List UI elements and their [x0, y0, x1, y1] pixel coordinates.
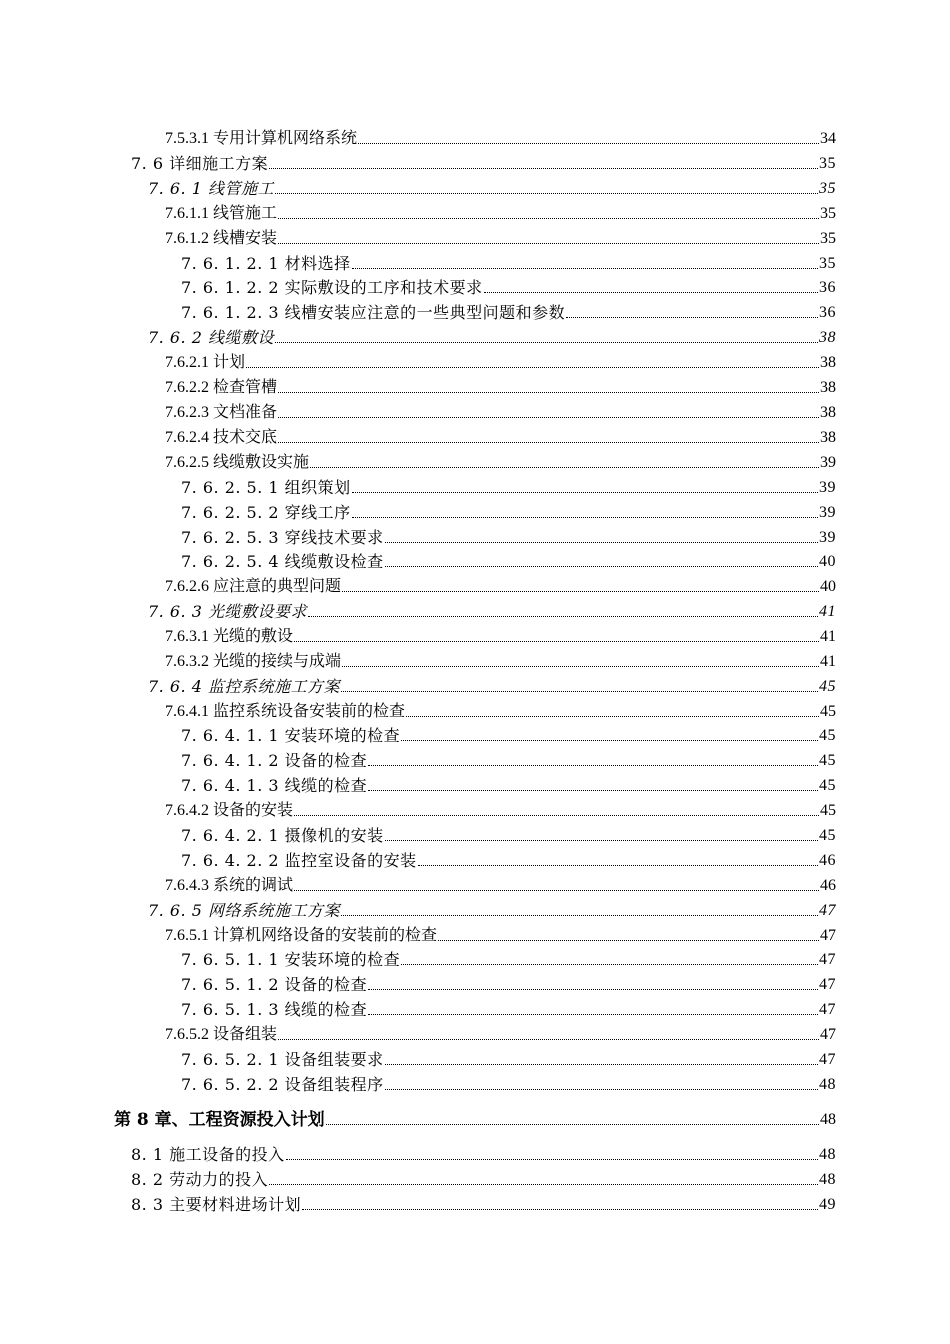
toc-entry[interactable]: [165, 200, 836, 224]
toc-entry[interactable]: [131, 1166, 836, 1190]
toc-entry[interactable]: [131, 1191, 836, 1215]
toc-entry[interactable]: [181, 250, 836, 274]
toc-entry-page: 39: [819, 504, 836, 521]
toc-entry-label: 7.6.3.1 光缆的敷设: [165, 628, 294, 645]
dot-leader: [326, 1124, 819, 1125]
toc-entry[interactable]: [181, 772, 836, 796]
toc-entry[interactable]: [165, 922, 836, 946]
toc-entry-label: 7. 6. 5. 2. 2 设备组装程序: [181, 1075, 384, 1094]
toc-entry[interactable]: [165, 125, 836, 149]
toc-entry-page: 34: [820, 130, 836, 147]
toc-entry-label: 7.6.2.3 文档准备: [165, 404, 278, 421]
toc-entry[interactable]: [131, 150, 836, 174]
toc-entry-label: 7.6.5.2 设备组装: [165, 1026, 278, 1043]
toc-entry-page: 35: [819, 180, 836, 197]
toc-entry[interactable]: [165, 648, 836, 672]
toc-entry-page: 47: [819, 1001, 836, 1018]
toc-entry-page: 48: [819, 1171, 836, 1188]
dot-leader: [438, 940, 819, 941]
toc-entry-page: 47: [819, 1051, 836, 1068]
toc-entry-page: 47: [819, 976, 836, 993]
toc-entry[interactable]: [181, 971, 836, 995]
toc-entry[interactable]: [165, 698, 836, 722]
toc-entry[interactable]: [165, 225, 836, 249]
toc-entry-label: 7. 6. 4. 1. 2 设备的检查: [181, 751, 368, 770]
toc-entry-label: 7. 6 详细施工方案: [131, 154, 269, 173]
dot-leader: [352, 268, 818, 269]
toc-entry-page: 41: [820, 628, 836, 645]
dot-leader: [308, 616, 818, 617]
toc-entry[interactable]: [181, 996, 836, 1020]
toc-entry[interactable]: [181, 822, 836, 846]
dot-leader: [368, 1014, 818, 1015]
dot-leader: [286, 1159, 818, 1160]
toc-entry-page: 41: [819, 603, 836, 620]
toc-entry-page: 39: [819, 529, 836, 546]
dot-leader: [294, 890, 819, 891]
dot-leader: [269, 1184, 818, 1185]
toc-entry[interactable]: [181, 722, 836, 746]
toc-entry-label: 7.6.4.3 系统的调试: [165, 877, 294, 894]
toc-entry-label: 7. 6. 5. 2. 1 设备组装要求: [181, 1050, 384, 1069]
toc-entry-label: 7. 6. 1. 2. 1 材料选择: [181, 254, 351, 273]
toc-entry[interactable]: [181, 274, 836, 298]
dot-leader: [278, 218, 819, 219]
toc-entry[interactable]: [131, 1141, 836, 1165]
toc-entry-label: 7. 6. 2. 5. 4 线缆敷设检查: [181, 552, 384, 571]
toc-entry-label: 7. 6. 2 线缆敷设: [148, 328, 274, 347]
toc-entry-label: 7.6.2.5 线缆敷设实施: [165, 454, 310, 471]
toc-entry-page: 47: [819, 902, 836, 919]
toc-entry[interactable]: [181, 524, 836, 548]
toc-entry-label: 7. 6. 3 光缆敷设要求: [148, 602, 307, 621]
dot-leader: [368, 989, 818, 990]
toc-entry-page: 45: [819, 752, 836, 769]
toc-entry-label: 7.6.1.1 线管施工: [165, 205, 278, 222]
toc-entry-page: 45: [820, 703, 836, 720]
toc-entry[interactable]: [165, 797, 836, 821]
toc-entry-page: 45: [819, 727, 836, 744]
toc-entry[interactable]: [165, 573, 836, 597]
toc-entry[interactable]: [181, 747, 836, 771]
toc-entry-label: 7.6.2.6 应注意的典型问题: [165, 578, 342, 595]
toc-entry-page: 35: [820, 205, 836, 222]
toc-entry-page: 40: [820, 578, 836, 595]
dot-leader: [358, 143, 819, 144]
dot-leader: [566, 317, 818, 318]
toc-entry-page: 45: [819, 678, 836, 695]
toc-entry[interactable]: [165, 399, 836, 423]
toc-entry[interactable]: [165, 424, 836, 448]
toc-entry-page: 40: [819, 553, 836, 570]
toc-entry-page: 38: [819, 329, 836, 346]
dot-leader: [342, 666, 819, 667]
toc-entry[interactable]: [181, 548, 836, 572]
toc-entry[interactable]: [148, 324, 836, 348]
toc-entry-label: 7.6.1.2 线槽安装: [165, 230, 278, 247]
toc-entry-label: 8. 3 主要材料进场计划: [131, 1195, 302, 1214]
toc-entry-label: 7. 6. 1. 2. 3 线槽安装应注意的一些典型问题和参数: [181, 303, 566, 322]
toc-entry-label: 7. 6. 5. 1. 2 设备的检查: [181, 975, 368, 994]
toc-entry-page: 45: [819, 777, 836, 794]
dot-leader: [368, 765, 818, 766]
dot-leader: [246, 367, 819, 368]
toc-entry[interactable]: [148, 897, 836, 921]
toc-entry-page: 38: [820, 429, 836, 446]
toc-entry-label: 8. 2 劳动力的投入: [131, 1170, 269, 1189]
toc-entry-label: 7.6.5.1 计算机网络设备的安装前的检查: [165, 927, 438, 944]
dot-leader: [294, 815, 819, 816]
dot-leader: [275, 193, 818, 194]
toc-entry-label: 7.6.2.4 技术交底: [165, 429, 278, 446]
dot-leader: [368, 790, 818, 791]
toc-entry-page: 49: [819, 1196, 836, 1213]
toc-entry-page: 36: [819, 304, 836, 321]
toc-entry[interactable]: [181, 946, 836, 970]
toc-entry-page: 38: [820, 404, 836, 421]
dot-leader: [385, 840, 818, 841]
dot-leader: [278, 243, 819, 244]
dot-leader: [484, 292, 818, 293]
dot-leader: [269, 168, 818, 169]
toc-entry-label: 8. 1 施工设备的投入: [131, 1145, 285, 1164]
toc-entry-label: 7.6.4.2 设备的安装: [165, 802, 294, 819]
dot-leader: [401, 964, 818, 965]
toc-entry[interactable]: [165, 623, 836, 647]
toc-entry-page: 35: [820, 230, 836, 247]
toc-entry-page: 47: [819, 951, 836, 968]
toc-entry-label: 7. 6. 4. 2. 1 摄像机的安装: [181, 826, 384, 845]
dot-leader: [352, 517, 818, 518]
toc-entry[interactable]: [181, 499, 836, 523]
dot-leader: [385, 542, 818, 543]
dot-leader: [352, 492, 818, 493]
toc-entry[interactable]: [148, 175, 836, 199]
dot-leader: [418, 865, 818, 866]
toc-entry-label: 7. 6. 2. 5. 3 穿线技术要求: [181, 528, 384, 547]
toc-entry-page: 38: [820, 379, 836, 396]
dot-leader: [294, 641, 819, 642]
toc-entry-page: 47: [820, 1026, 836, 1043]
toc-entry-page: 41: [820, 653, 836, 670]
toc-entry-label: 7.5.3.1 专用计算机网络系统: [165, 130, 358, 147]
dot-leader: [406, 716, 819, 717]
dot-leader: [342, 591, 819, 592]
dot-leader: [278, 417, 819, 418]
toc-entry[interactable]: [148, 673, 836, 697]
toc-entry[interactable]: [165, 374, 836, 398]
toc-entry[interactable]: [165, 449, 836, 473]
dot-leader: [278, 392, 819, 393]
toc-entry-page: 46: [820, 877, 836, 894]
toc-entry[interactable]: [148, 598, 836, 622]
dot-leader: [341, 915, 818, 916]
toc-entry[interactable]: [181, 474, 836, 498]
dot-leader: [278, 442, 819, 443]
dot-leader: [385, 1064, 818, 1065]
dot-leader: [302, 1209, 818, 1210]
toc-entry-label: 第 8 章、工程资源投入计划: [114, 1110, 325, 1130]
toc-entry-page: 48: [819, 1146, 836, 1163]
toc-entry-page: 45: [819, 827, 836, 844]
toc-entry-label: 7.6.4.1 监控系统设备安装前的检查: [165, 703, 406, 720]
toc-entry-page: 35: [819, 255, 836, 272]
toc-entry-label: 7.6.2.1 计划: [165, 354, 246, 371]
toc-entry-label: 7. 6. 5. 1. 3 线缆的检查: [181, 1000, 368, 1019]
toc-entry-label: 7. 6. 2. 5. 2 穿线工序: [181, 503, 351, 522]
toc-entry[interactable]: [181, 1046, 836, 1070]
toc-chapter-entry[interactable]: [114, 1106, 836, 1130]
toc-entry-page: 48: [820, 1111, 836, 1128]
toc-entry-page: 35: [819, 155, 836, 172]
toc-entry-label: 7. 6. 1. 2. 2 实际敷设的工序和技术要求: [181, 278, 483, 297]
toc-entry[interactable]: [181, 1071, 836, 1095]
toc-entry-label: 7. 6. 1 线管施工: [148, 179, 274, 198]
toc-entry[interactable]: [165, 349, 836, 373]
toc-entry-page: 36: [819, 279, 836, 296]
dot-leader: [310, 467, 819, 468]
toc-entry-label: 7. 6. 4 监控系统施工方案: [148, 677, 340, 696]
toc-entry-page: 39: [819, 479, 836, 496]
toc-entry[interactable]: [165, 872, 836, 896]
dot-leader: [401, 740, 818, 741]
toc-entry-page: 45: [820, 802, 836, 819]
toc-entry-label: 7.6.3.2 光缆的接续与成端: [165, 653, 342, 670]
toc-entry-page: 48: [819, 1076, 836, 1093]
toc-entry-page: 38: [820, 354, 836, 371]
dot-leader: [385, 566, 818, 567]
toc-entry-page: 39: [820, 454, 836, 471]
toc-entry-label: 7. 6. 2. 5. 1 组织策划: [181, 478, 351, 497]
toc-entry-label: 7.6.2.2 检查管槽: [165, 379, 278, 396]
toc-entry-label: 7. 6. 5 网络系统施工方案: [148, 901, 340, 920]
toc-entry-label: 7. 6. 5. 1. 1 安装环境的检查: [181, 950, 401, 969]
dot-leader: [275, 342, 818, 343]
dot-leader: [385, 1089, 818, 1090]
dot-leader: [341, 691, 818, 692]
toc-entry-label: 7. 6. 4. 1. 1 安装环境的检查: [181, 726, 401, 745]
toc-entry-label: 7. 6. 4. 1. 3 线缆的检查: [181, 776, 368, 795]
toc-entry-page: 47: [820, 927, 836, 944]
toc-entry[interactable]: [165, 1021, 836, 1045]
toc-entry[interactable]: [181, 847, 836, 871]
toc-entry[interactable]: [181, 299, 836, 323]
dot-leader: [278, 1039, 819, 1040]
toc-entry-label: 7. 6. 4. 2. 2 监控室设备的安装: [181, 851, 417, 870]
toc-entry-page: 46: [819, 852, 836, 869]
